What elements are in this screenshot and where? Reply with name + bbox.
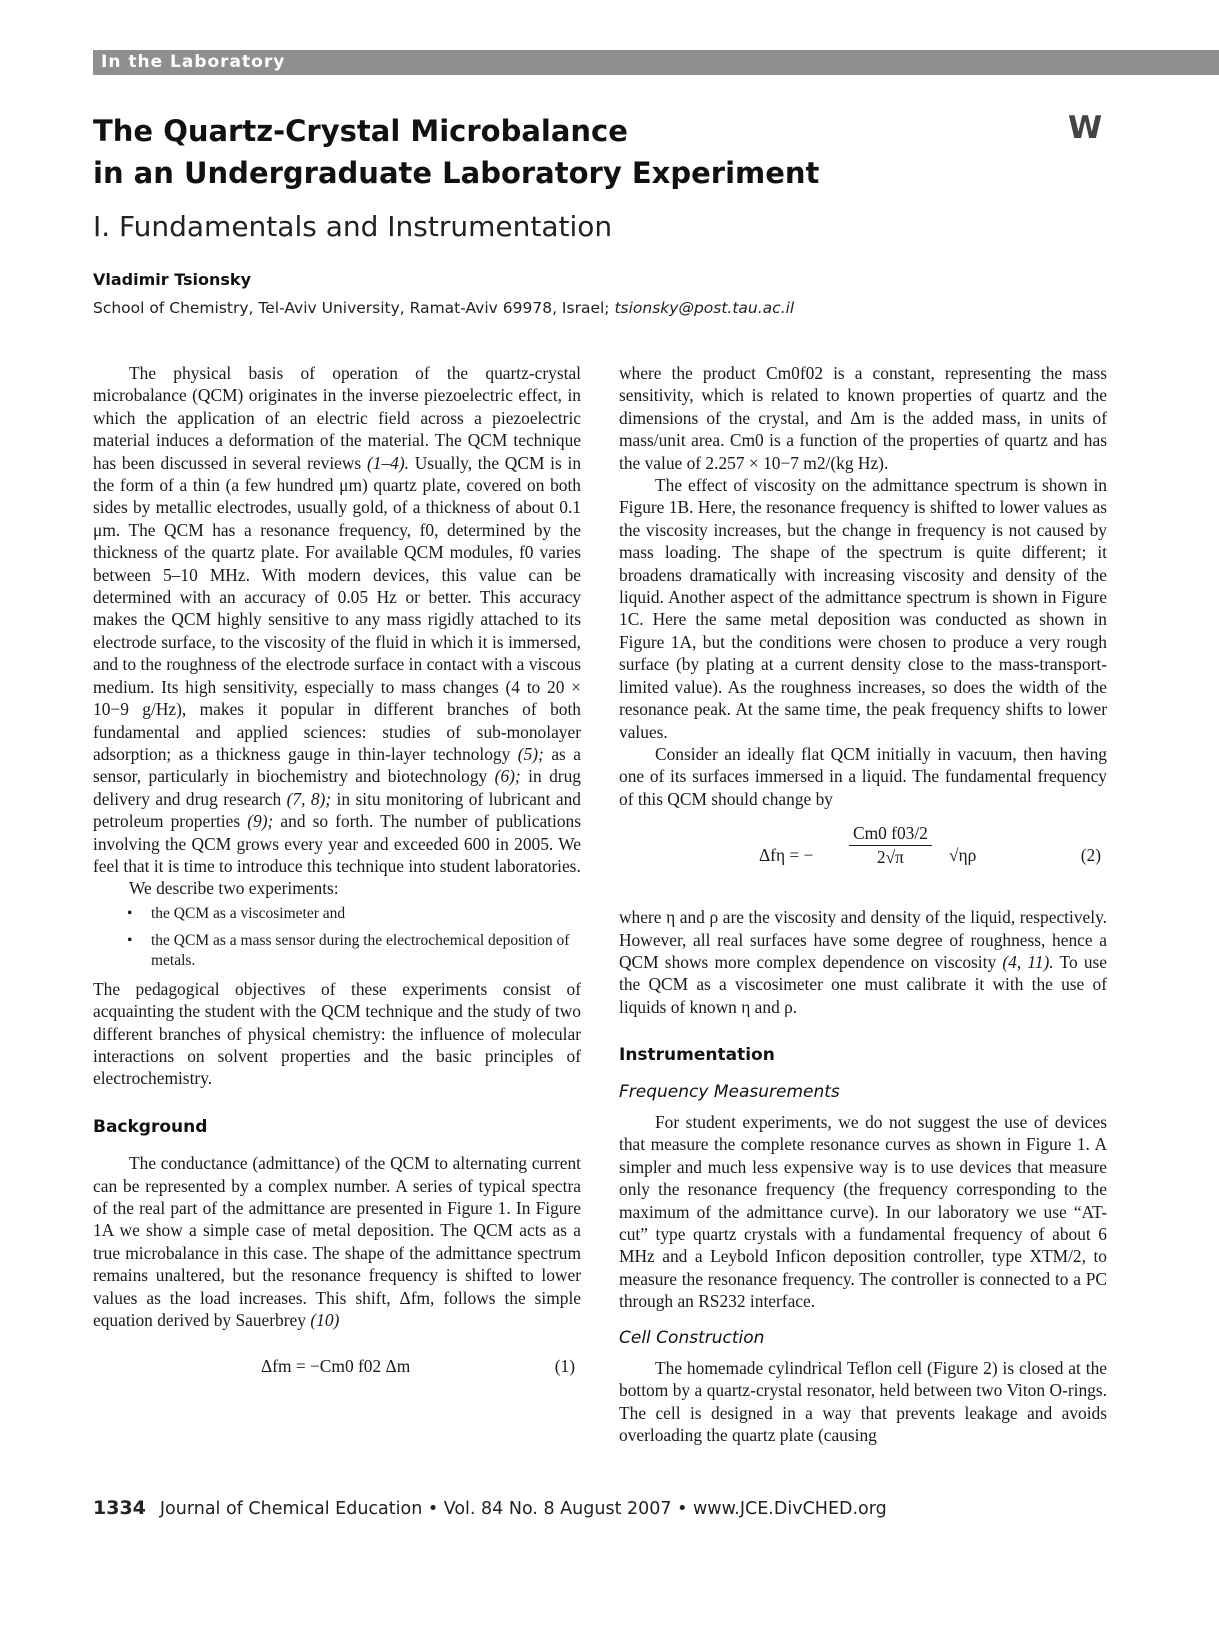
page-number: 1334	[93, 1497, 146, 1519]
experiments-intro: We describe two experiments:	[129, 878, 339, 899]
background-paragraph: The conductance (admittance) of the QCM to alternating current can be represented by a complex number. A series of typical spectra of the real part of the admittance are presented in Figure 1. In Figure 1A we show a simple case of metal deposition. The QCM acts as a true microbalance in this case. The shape of the admittance spectrum remains unaltered, but the resonance frequency is shifted to lower values as the load increases. This shift, Δfm, follows the simple equation derived by Sauerbrey (10)	[93, 1153, 581, 1331]
equation-2-rhs: √ηρ	[949, 845, 977, 866]
list-item: • the QCM as a mass sensor during the electrochemical deposition of metals.	[93, 931, 581, 971]
citation-6: (6);	[494, 766, 521, 787]
affiliation-text: School of Chemistry, Tel-Aviv University, Ramat-Aviv 69978, Israel;	[93, 299, 610, 317]
equation-2-number: (2)	[1080, 845, 1101, 866]
title-line-2: in an Undergraduate Laboratory Experiment	[93, 156, 820, 190]
viscosity-paragraph: The effect of viscosity on the admittance spectrum is shown in Figure 1B. Here, the resonance frequency is shifted to lower values as the viscosity increases, but the change in frequency is not caused by mass loading. The shape of the spectrum is quite different; it broadens dramatically with increasing viscosity and density of the liquid. Another aspect of the admittance spectrum is shown in Figure 1C. Here the same metal deposition was conducted as shown in Figure 1A, but the conditions were chosen to produce a very rough surface (by plating at a current density close to the mass-transport-limited value). As the roughness increases, so does the width of the resonance peak. At the same time, the peak frequency shifts to lower values.	[619, 475, 1107, 742]
equation-2-lhs: Δfη = −	[759, 845, 814, 866]
equation-2-denominator: 2√π	[876, 846, 904, 867]
equation-2-fraction	[849, 822, 932, 868]
equation-1-number: (1)	[554, 1356, 575, 1377]
citation-5: (5);	[517, 743, 544, 764]
equation-1	[93, 1343, 581, 1389]
journal-citation: Journal of Chemical Education • Vol. 84 No. 8 August 2007 • www.JCE.DivCHED.org	[159, 1499, 887, 1519]
citation-1-4: (1–4).	[366, 452, 409, 473]
author-name: Vladimir Tsionsky	[93, 270, 251, 289]
author-email: tsionsky@post.tau.ac.il	[614, 299, 795, 317]
right-column	[619, 362, 1107, 1447]
subheading-cell: Cell Construction	[619, 1327, 765, 1348]
citation-9: (9);	[247, 811, 274, 832]
sensitivity-paragraph: where the product Cm0f02 is a constant, representing the mass sensitivity, which is related to known properties of quartz and the dimensions of the crystal, and Δm is the added mass, in units of mass/unit area. Cm0 is a function of the properties of quartz and has the value of 2.257 × 10−7 m2/(kg Hz).	[619, 363, 1107, 473]
intro-paragraph: The physical basis of operation of the quartz-crystal microbalance (QCM) originates in the inverse piezoelectric effect, in which the application of an electric field across a piezoelectric material induces a deformation of the material. The QCM technique has been discussed in several reviews (1–4). Usually, the QCM is in the form of a thin (a few hundred μm) quartz plate, covered on both sides by metallic electrodes, usually gold, of a thickness of about 0.1 μm. The QCM has a resonance frequency, f0, determined by the thickness of the quartz plate. For available QCM modules, f0 varies between 5–10 MHz. With modern devices, this value can be determined with an accuracy of 0.05 Hz or better. This accuracy makes the QCM highly sensitive to any mass rigidly attached to its electrode surface, to the viscosity of the fluid in which it is immersed, and to the roughness of the electrode surface in contact with a viscous medium. Its high sensitivity, especially to mass changes (4 to 20 × 10−9 g/Hz), makes it popular in different branches of both fundamental and applied sciences: studies of sub-monolayer adsorption; as a thickness gauge in thin-layer technology (5); as a sensor, particularly in biochemistry and biotechnology (6); in drug delivery and drug research (7, 8); in situ monitoring of lubricant and petroleum properties (9); and so forth. The number of publications involving the QCM grows every year and exceeded 600 in 2005. We feel that it is time to introduce this technique into student laboratories.	[93, 363, 582, 876]
experiments-list	[93, 904, 581, 971]
heading-background: Background	[93, 1116, 208, 1137]
article-subtitle: I. Fundamentals and Instrumentation	[93, 210, 613, 243]
citation-10: (10)	[310, 1310, 340, 1331]
web-supplement-icon: W	[1068, 110, 1101, 146]
equation-2-numerator: Cm0 f03/2	[849, 822, 932, 845]
left-column	[93, 362, 581, 1399]
cell-paragraph: The homemade cylindrical Teflon cell (Figure 2) is closed at the bottom by a quartz-crystal resonator, held between two Viton O-rings. The cell is designed in a way that prevents leakage and avoids overloading the quartz plate (causing	[619, 1358, 1107, 1446]
objectives-paragraph: The pedagogical objectives of these experiments consist of acquainting the student with the QCM technique and the study of two different branches of physical chemistry: the influence of molecular interactions on solvent properties and the basic principles of electrochemistry.	[93, 978, 581, 1089]
citation-4-11: (4, 11).	[1002, 951, 1054, 972]
equation-1-text: Δfm = −Cm0 f02 Δm	[261, 1356, 411, 1377]
section-label: In the Laboratory	[101, 52, 286, 72]
list-item: • the QCM as a viscosimeter and	[93, 904, 581, 924]
heading-instrumentation: Instrumentation	[619, 1045, 775, 1066]
page-footer	[93, 1497, 887, 1519]
citation-7-8: (7, 8);	[286, 788, 332, 809]
article-title	[93, 110, 993, 194]
flat-qcm-paragraph: Consider an ideally flat QCM initially in vacuum, then having one of its surfaces immersed in a liquid. The fundamental frequency of this QCM should change by	[619, 743, 1107, 809]
author-affiliation	[93, 299, 794, 317]
frequency-paragraph: For student experiments, we do not suggest the use of devices that measure the complete resonance curves as shown in Figure 1. A simpler and much less expensive way is to use devices that measure only the resonance frequency (the frequency corresponding to the maximum of the admittance curve). In our laboratory we use “AT-cut” type quartz crystals with a fundamental frequency of about 6 MHz and a Leybold Inficon deposition controller, type XTM/2, to measure the resonance frequency. The controller is connected to a PC through an RS232 interface.	[619, 1111, 1107, 1312]
roughness-paragraph: where η and ρ are the viscosity and density of the liquid, respectively. However, all real surfaces have some degree of roughness, hence a QCM shows more complex dependence on viscosity (4, 11). To use the QCM as a viscosimeter one must calibrate it with the use of liquids of known η and ρ.	[619, 907, 1108, 1017]
section-bar	[93, 50, 1219, 75]
equation-2	[619, 822, 1107, 896]
title-line-1: The Quartz-Crystal Microbalance	[93, 114, 628, 148]
subheading-frequency: Frequency Measurements	[619, 1081, 840, 1102]
